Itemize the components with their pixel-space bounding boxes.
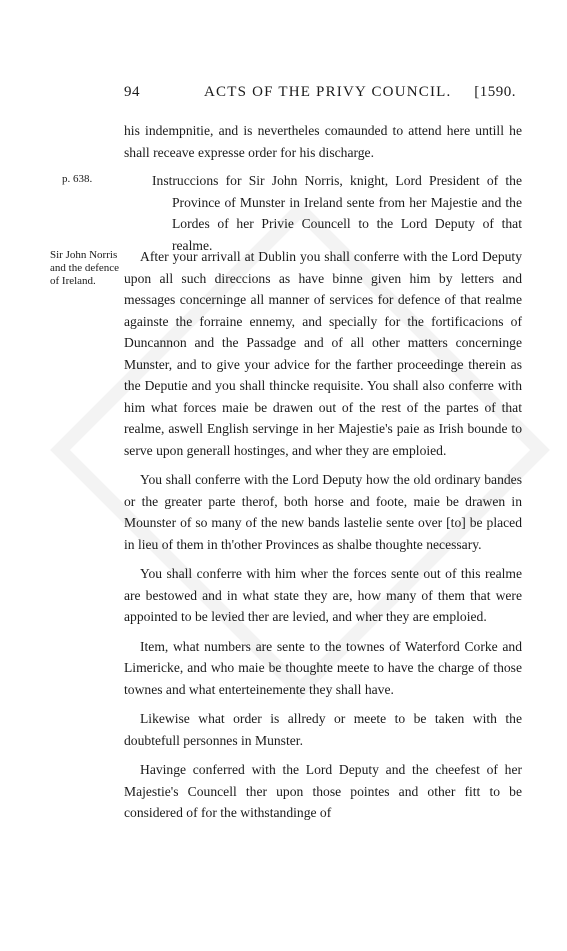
paragraph: You shall conferre with the Lord Deputy how the old ordinary bandes or the greater parte therof, both horse and foote, maie be drawen in Mounster of so many of the new bands lastelie sente over [to] be placed in lieu of them in th'other Provinces as shalbe thoughte necessary.	[124, 472, 522, 552]
paragraph: Likewise what order is allredy or meete to be taken with the doubtefull personnes in Munster.	[124, 711, 522, 748]
continuation-block	[124, 120, 522, 163]
instructions-heading-text: Instruccions for Sir John Norris, knight, Lord President of the Province of Munster in Ireland sente from her Majestie and the Lordes of her Privie Councell to the Lord Deputy of that realme.	[152, 173, 522, 253]
margin-page-reference: p. 638.	[62, 173, 93, 185]
paragraph: Item, what numbers are sente to the townes of Waterford Corke and Limericke, and who maie be thoughte meete to have the charge of those townes and what enterteinemente they shall have.	[124, 638, 522, 697]
paragraph: Havinge conferred with the Lord Deputy and the cheefest of her Majestie's Councell ther upon those pointes and other fitt to be considered of for the withstandinge of	[124, 762, 522, 820]
running-header	[118, 84, 518, 106]
running-title: ACTS OF THE PRIVY COUNCIL.	[204, 84, 452, 100]
header-year: [1590.	[474, 84, 516, 100]
paragraph: You shall conferre with him wher the forces sente out of this realme are bestowed and in what state they are, how many of them that were appointed to be levied ther are levied, and wher they are emploied.	[124, 566, 522, 624]
instructions-heading	[152, 170, 522, 256]
paragraph: After your arrivall at Dublin you shall conferre with the Lord Deputy upon all such direccions as have binne given him by letters and messages concerninge all manner of services for defence of that realme againste the forraine ennemy, and specially for the fortificacions of Duncannon and the Passadge and of all other matters concerninge Munster, and to give your advice for the farther proceedinge therein as the Deputie and you shall thincke requisite. You shall also conferre with him what forces maie be drawen out of the rest of the partes of that realme, aswell English servinge in her Majestie's paie as Irish bounde to serve upon generall hostinges, and wher they are emploied.	[124, 249, 522, 458]
margin-note: Sir John Norris and the defence of Ireland.	[50, 249, 120, 287]
main-text	[124, 246, 522, 824]
page-number: 94	[124, 84, 140, 100]
continuation-text: his indempnitie, and is nevertheles comaunded to attend here untill he shall receave expresse order for his discharge.	[124, 123, 522, 160]
